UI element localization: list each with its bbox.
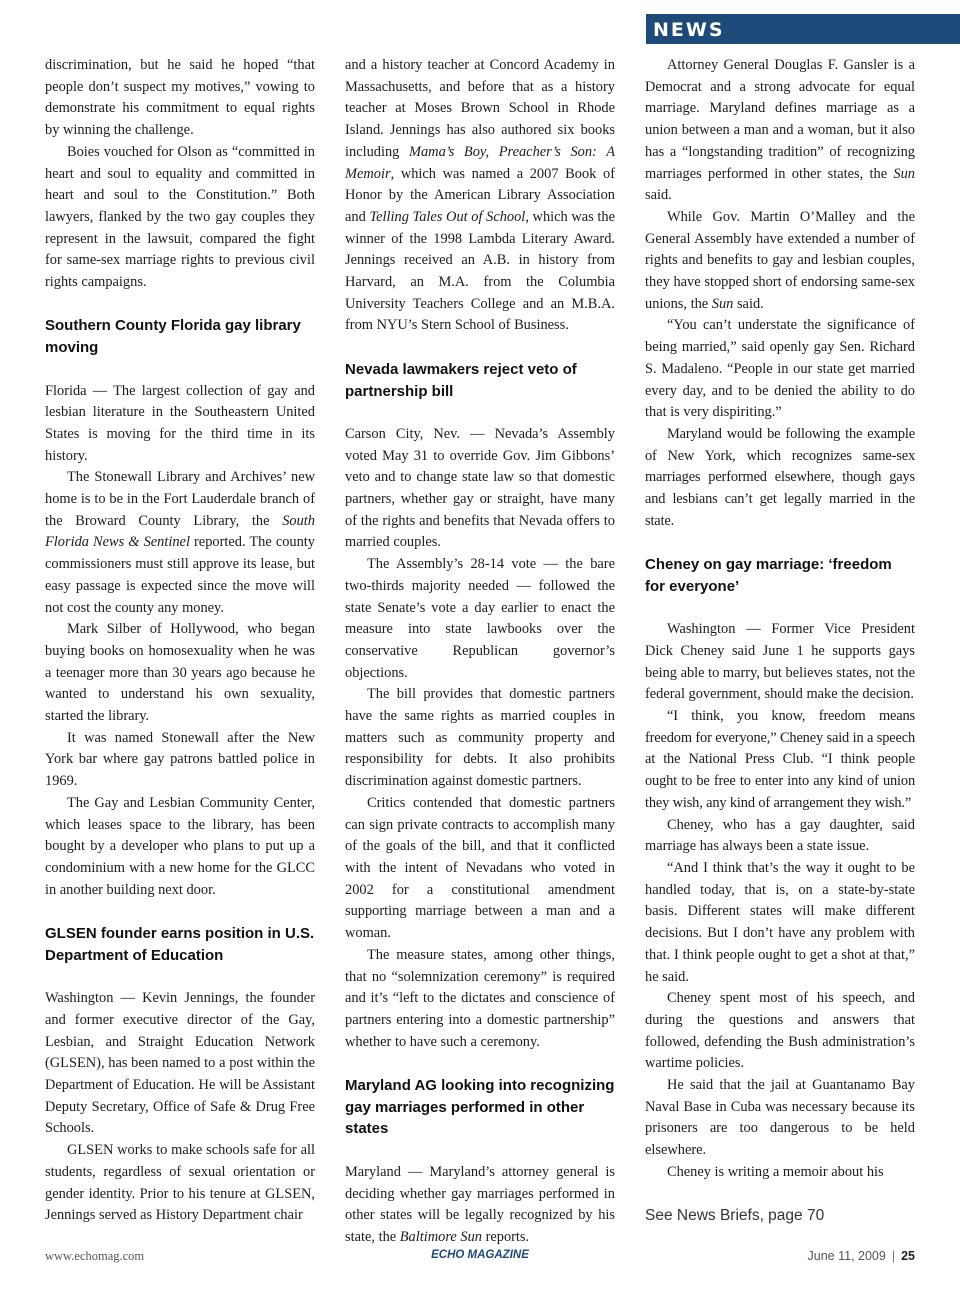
paragraph: Carson City, Nev. — Nevada’s Assembly voted May 31 to override Gov. Jim Gibbons’ veto and to change state law so that domestic partners, whether gay or straight, have many of the rights and benefits that Nevada offers to married couples.: [345, 425, 615, 551]
paragraph: The Gay and Lesbian Community Center, which leases space to the library, has been bought by a developer who plans to put up a condominium with a new home for the GLCC in another building next door.: [45, 794, 315, 898]
paragraph: Maryland would be following the example of New York, which recognizes same-sex marriages performed elsewhere, though gays and lesbians can’t get legally married in the state.: [645, 425, 915, 529]
text: said.: [645, 187, 672, 204]
footer-date-page: [808, 1249, 915, 1263]
paragraph: [45, 467, 315, 619]
headline-maryland: Maryland AG looking into recognizing gay marriages performed in other states: [345, 1077, 615, 1138]
column-2: [345, 55, 615, 1249]
publication-name: Sun: [711, 295, 734, 312]
headline-nevada: Nevada lawmakers reject veto of partnership bill: [345, 360, 577, 400]
paragraph: discrimination, but he said he hoped “that people don’t suspect my motives,” vowing to demonstrate his commitment to equal rights by winning the challenge.: [45, 57, 315, 139]
paragraph: GLSEN works to make schools safe for all students, regardless of sexual orientation or gender identity. Prior to his tenure at GLSEN, Jennings served as History Department chair: [45, 1142, 315, 1224]
section-label: NEWS: [646, 14, 960, 44]
text: and a history teacher at Concord Academy in Massachusetts, and before that as a history teacher at Moses Brown School in Rhode Island. Jennings has also authored six books including: [345, 57, 615, 160]
paragraph: [345, 1162, 615, 1249]
publication-name: South Florida News & Sentinel: [45, 512, 315, 551]
column-3: [645, 55, 915, 1226]
headline-glsen: GLSEN founder earns position in U.S. Department of Education: [45, 925, 315, 964]
paragraph: Cheney spent most of his speech, and during the questions and answers that followed, defending the Bush administration’s wartime policies.: [645, 990, 915, 1072]
headline-cheney: Cheney on gay marriage: ‘freedom for everyone’: [645, 556, 892, 595]
paragraph: Boies vouched for Olson as “committed in heart and soul to equality and committed in heart and soul to the Constitution.” Both lawyers, flanked by the two gay couples they represent in the lawsuit, compared the fight for same-sex marriage rights to previous civil rights campaigns.: [45, 143, 315, 291]
paragraph: Washington — Former Vice President Dick Cheney said June 1 he supports gays being able to marry, but believes states, not the federal government, should make the decision.: [645, 621, 916, 703]
text: said.: [733, 295, 764, 312]
text: While Gov. Martin O’Malley and the General Assembly have extended a number of rights and benefits to gay and lesbian couples, they have stopped short of endorsing same-sex unions, the: [645, 208, 915, 312]
text: The Stonewall Library and Archives’ new home is to be in the Fort Lauderdale branch of the Broward County Library, the: [45, 469, 315, 529]
text: Attorney General Douglas F. Gansler is a Democrat and a strong advocate for equal marriage. Maryland defines marriage as a union between a man and a woman, but it also has a “longstanding tradition” of recognizing marriages performed in other states, the: [645, 57, 915, 182]
paragraph: Critics contended that domestic partners can sign private contracts to accomplish many of the goals of the bill, and that it conflicted with the intent of Nevadans who voted in 2002 for a constitutional amendment supporting marriage between a man and a woman.: [345, 794, 615, 942]
issue-date: June 11, 2009: [807, 1249, 886, 1263]
paragraph: He said that the jail at Guantanamo Bay Naval Base in Cuba was necessary because its prisoners are too dangerous to be held elsewhere.: [645, 1077, 915, 1159]
paragraph: [645, 207, 915, 316]
column-1: [45, 55, 315, 1227]
separator: |: [891, 1249, 896, 1263]
paragraph: “And I think that’s the way it ought to be handled today, that is, on a state-by-state basis. Different states will make different decisions. But I don’t have any problem with that. I think people ought to get a shot at that,” he said.: [645, 859, 915, 985]
footer-url[interactable]: www.echomag.com: [45, 1249, 145, 1263]
paragraph: Cheney is writing a memoir about his: [667, 1163, 884, 1180]
paragraph: The measure states, among other things, that no “solemnization ceremony” is required and it’s “left to the dictates and conscience of partners entering into a domestic partnership” whether to have such a ceremony.: [345, 946, 615, 1050]
paragraph: Florida — The largest collection of gay and lesbian literature in the Southeastern United States is moving for the third time in its history.: [45, 382, 315, 464]
page-number: 25: [901, 1249, 915, 1263]
paragraph: Cheney, who has a gay daughter, said marriage has always been a state issue.: [645, 816, 915, 855]
paragraph: “I think, you know, freedom means freedom for everyone,” Cheney said in a speech at the National Press Club. “I think people ought to be free to enter into any kind of union they wish, any kind of arrangement they wish.”: [645, 708, 915, 811]
paragraph: [345, 55, 615, 337]
publication-name: Baltimore Sun: [399, 1228, 482, 1245]
paragraph: Washington — Kevin Jennings, the founder and former executive director of the Gay, Lesbian, and Straight Education Network (GLSEN), has been named to a post within the Department of Education. He will be Assistant Deputy Secretary, Office of Safe & Drug Free Schools.: [45, 990, 315, 1137]
publication-name: Sun: [893, 165, 915, 182]
book-title: Telling Tales Out of School: [369, 208, 526, 225]
paragraph: Mark Silber of Hollywood, who began buying books on homosexuality when he was a teenager more than 30 years ago because he wanted to understand his own sexuality, started the library.: [45, 621, 315, 725]
paragraph: The Assembly’s 28-14 vote — the bare two-thirds majority needed — followed the state Senate’s vote a day earlier to enact the measure into state lawbooks over the conservative Republican governor’s objections.: [345, 556, 615, 681]
paragraph: It was named Stonewall after the New York bar where gay patrons battled police in 1969.: [45, 729, 315, 790]
paragraph: [645, 55, 915, 207]
paragraph: “You can’t understate the significance of being married,” said openly gay Sen. Richard S. Madaleno. “People in our state get married every day, and to be denied the ability to do that is very dispiriting.”: [645, 317, 915, 421]
text: reported. The county commissioners must still approve its lease, but easy passage is expected since the move will not cost the county any money.: [45, 534, 315, 616]
paragraph: The bill provides that domestic partners have the same rights as married couples in matters such as community property and responsibility for debts. It also prohibits discrimination against domestic partners.: [345, 686, 615, 790]
book-title: Mama’s Boy, Preacher’s Son: A Memoir: [345, 143, 615, 182]
footer-magazine-name: ECHO MAGAZINE: [431, 1249, 529, 1261]
text: reports.: [481, 1228, 530, 1245]
text: , which was the winner of the 1998 Lambda Literary Award. Jennings received an A.B. in history from Harvard, an M.A. from the Columbia University Teachers College and an M.B.A. from NYU’s Stern School of Business.: [345, 208, 615, 334]
text: , which was named a 2007 Book of Honor by the American Library Association and: [345, 165, 615, 225]
headline-library: Southern County Florida gay library moving: [45, 317, 301, 357]
text: Maryland — Maryland’s attorney general is deciding whether gay marriages performed in other states will be legally recognized by his state, the: [345, 1163, 615, 1245]
continued-link[interactable]: See News Briefs, page 70: [645, 1206, 825, 1224]
